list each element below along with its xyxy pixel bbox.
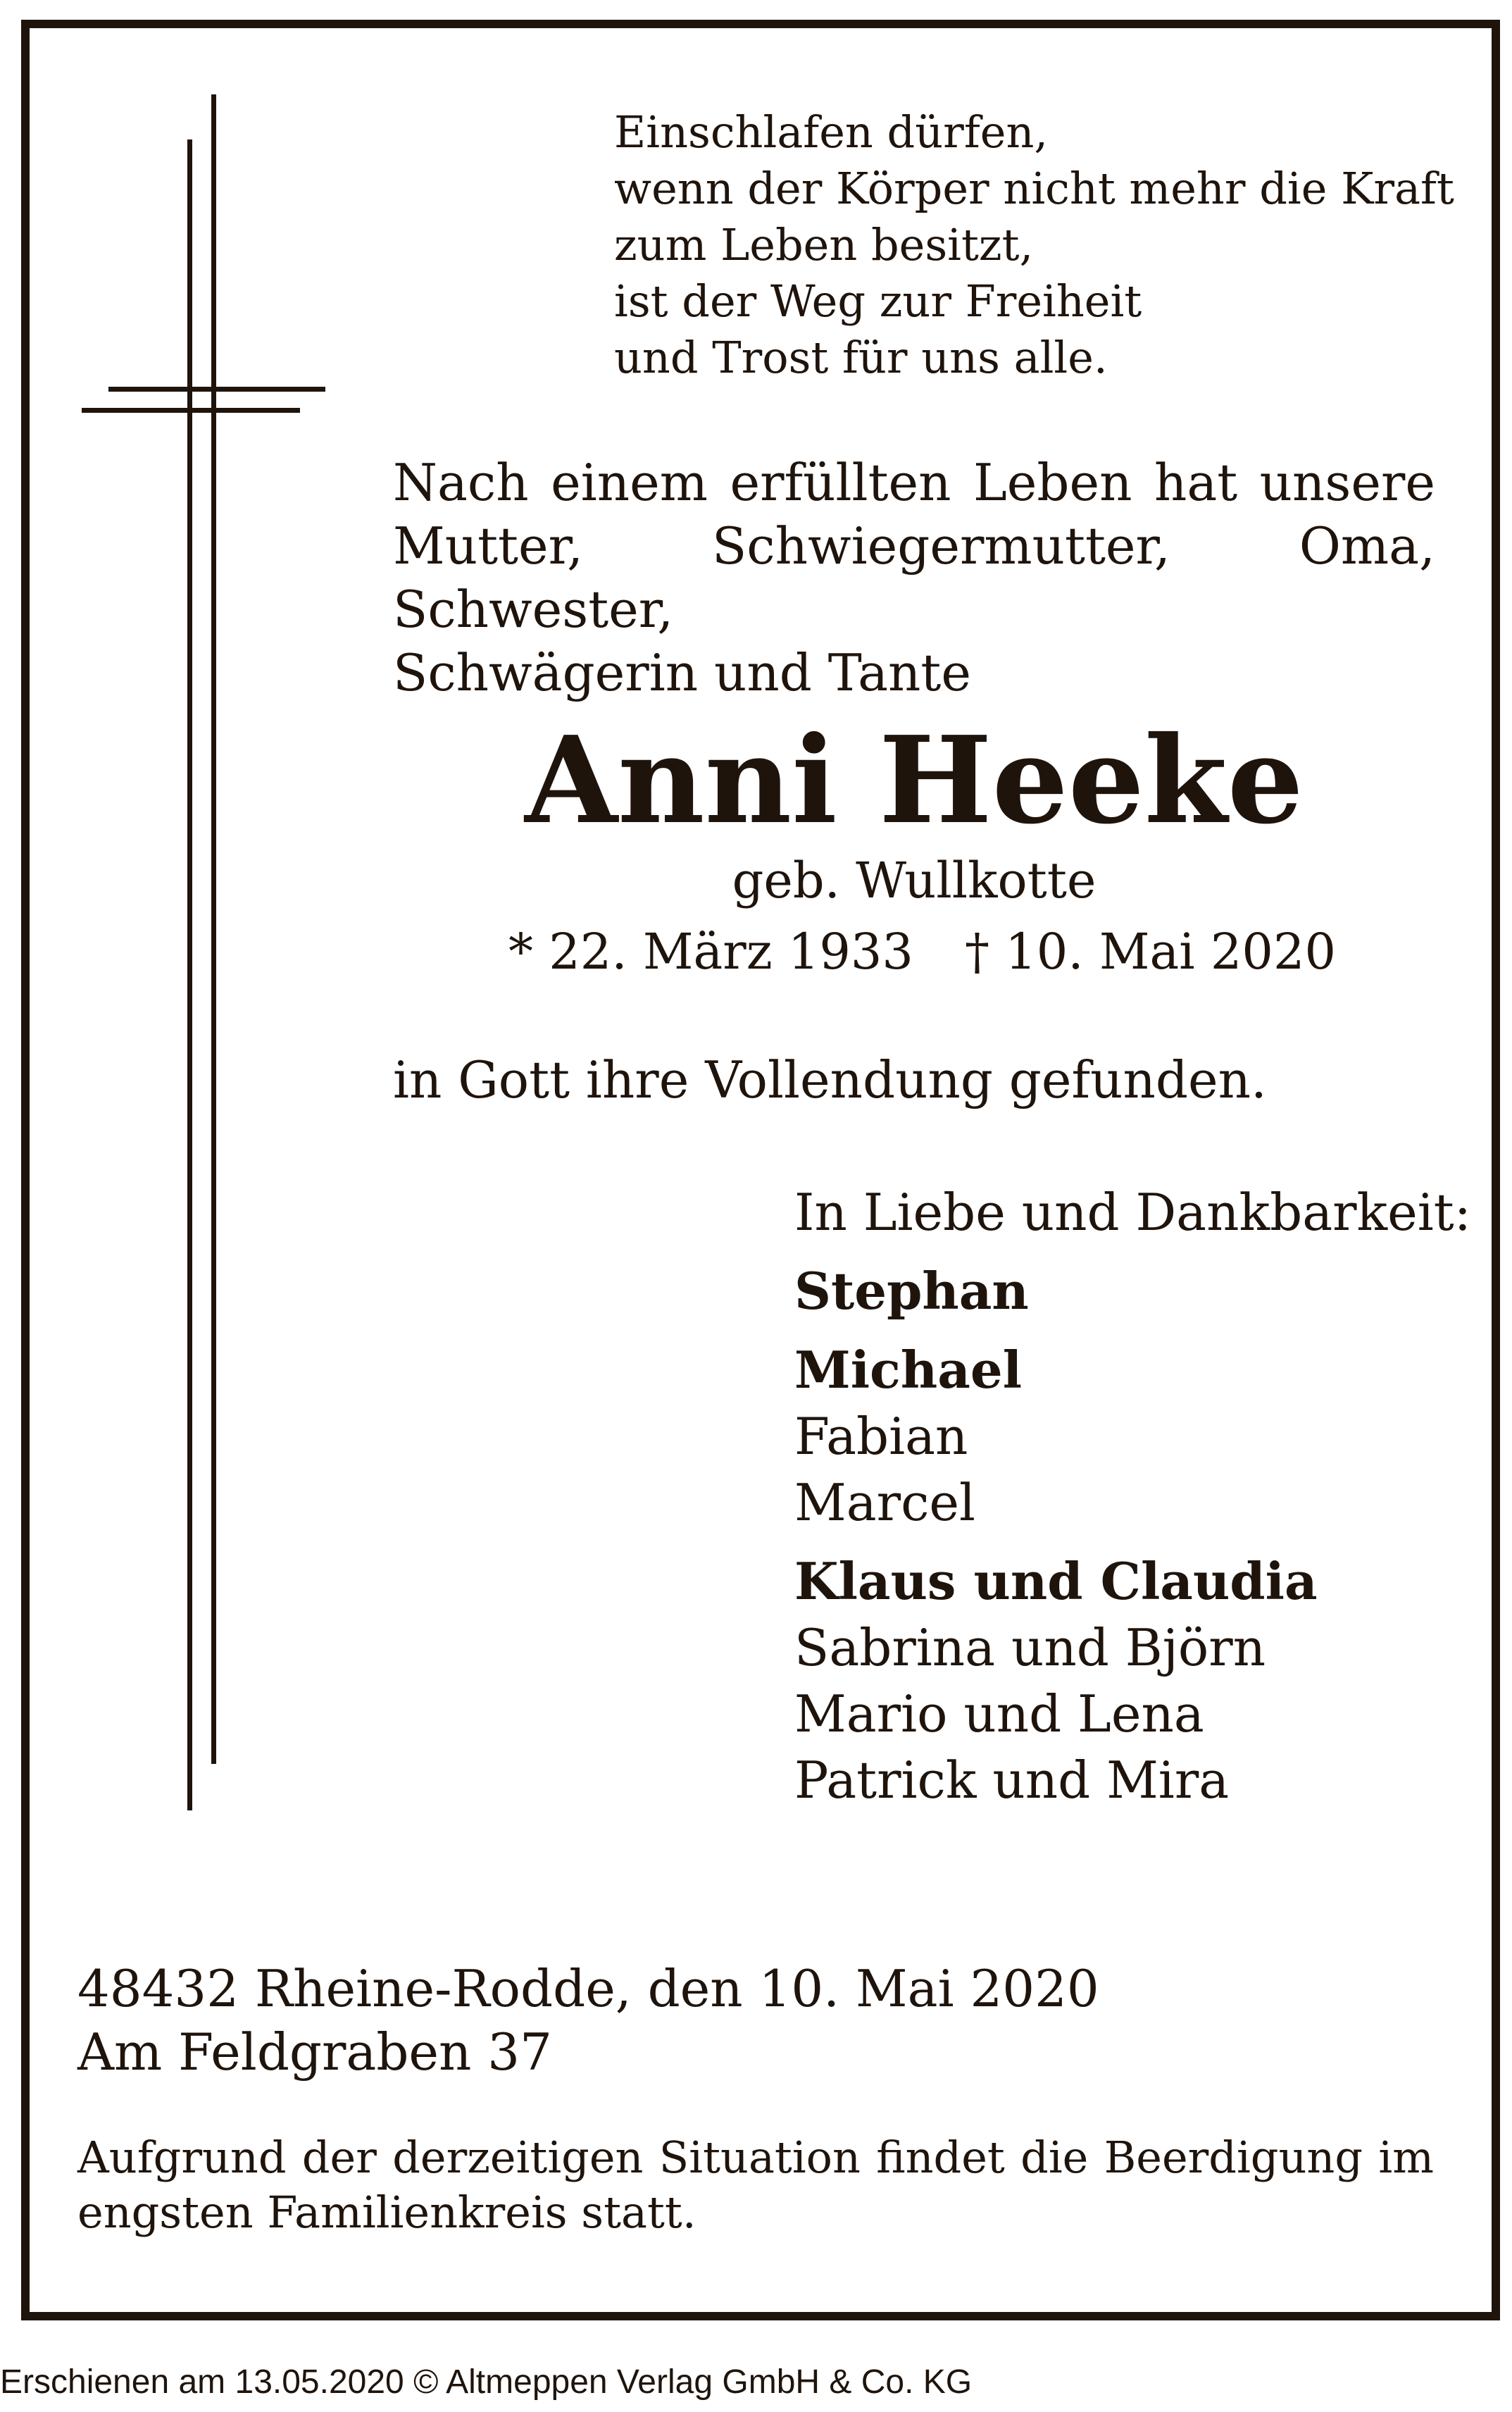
- place-date: 48432 Rheine-Rodde, den 10. Mai 2020: [77, 1959, 1099, 2018]
- intro-text: [393, 451, 1435, 704]
- notice-line: engsten Familienkreis statt.: [77, 2187, 696, 2238]
- birth-date: * 22. März 1933: [508, 923, 913, 981]
- mourner-child: Marcel: [794, 1473, 976, 1532]
- intro-line: Schwägerin und Tante: [393, 643, 971, 702]
- maiden-name: geb. Wullkotte: [732, 852, 1096, 909]
- poem-line: Einschlafen dürfen,: [614, 106, 1049, 158]
- cross-bar-top: [108, 387, 325, 392]
- funeral-notice: [77, 2130, 1434, 2240]
- death-date: † 10. Mai 2020: [965, 923, 1337, 981]
- poem-line: wenn der Körper nicht mehr die Kraft: [614, 163, 1454, 214]
- mourner-child: Mario und Lena: [794, 1684, 1204, 1743]
- poem-line: und Trost für uns alle.: [614, 332, 1108, 383]
- mourner-group: Michael: [794, 1340, 1023, 1400]
- intro-line: Mutter, Schwiegermutter, Oma, Schwester,: [393, 516, 1435, 639]
- cross-beam-right: [211, 94, 216, 1764]
- deceased-name: Anni Heeke: [525, 710, 1304, 851]
- mourner-group: Klaus und Claudia: [794, 1551, 1318, 1611]
- address-block: [77, 1957, 1099, 2084]
- intro-line: Nach einem erfüllten Leben hat unsere: [393, 453, 1435, 512]
- poem-line: ist der Weg zur Freiheit: [614, 275, 1142, 327]
- mourner-child: Fabian: [794, 1407, 968, 1466]
- mourner-child: Sabrina und Björn: [794, 1618, 1266, 1677]
- notice-line: Aufgrund der derzeitigen Situation findet die Beerdigung im: [77, 2132, 1434, 2183]
- mourners-heading: In Liebe und Dankbarkeit:: [794, 1183, 1471, 1242]
- closing-line: in Gott ihre Vollendung gefunden.: [393, 1050, 1267, 1109]
- cross-bar-bottom: [82, 408, 300, 413]
- poem-line: zum Leben besitzt,: [614, 219, 1034, 271]
- mourner-group: Stephan: [794, 1261, 1029, 1321]
- mourners-list: [794, 1179, 1471, 1813]
- street-address: Am Feldgraben 37: [77, 2022, 552, 2082]
- publication-footer: Erschienen am 13.05.2020 © Altmeppen Verlag GmbH & Co. KG: [0, 2363, 973, 2401]
- poem: [614, 104, 1454, 386]
- mourner-child: Patrick und Mira: [794, 1751, 1230, 1810]
